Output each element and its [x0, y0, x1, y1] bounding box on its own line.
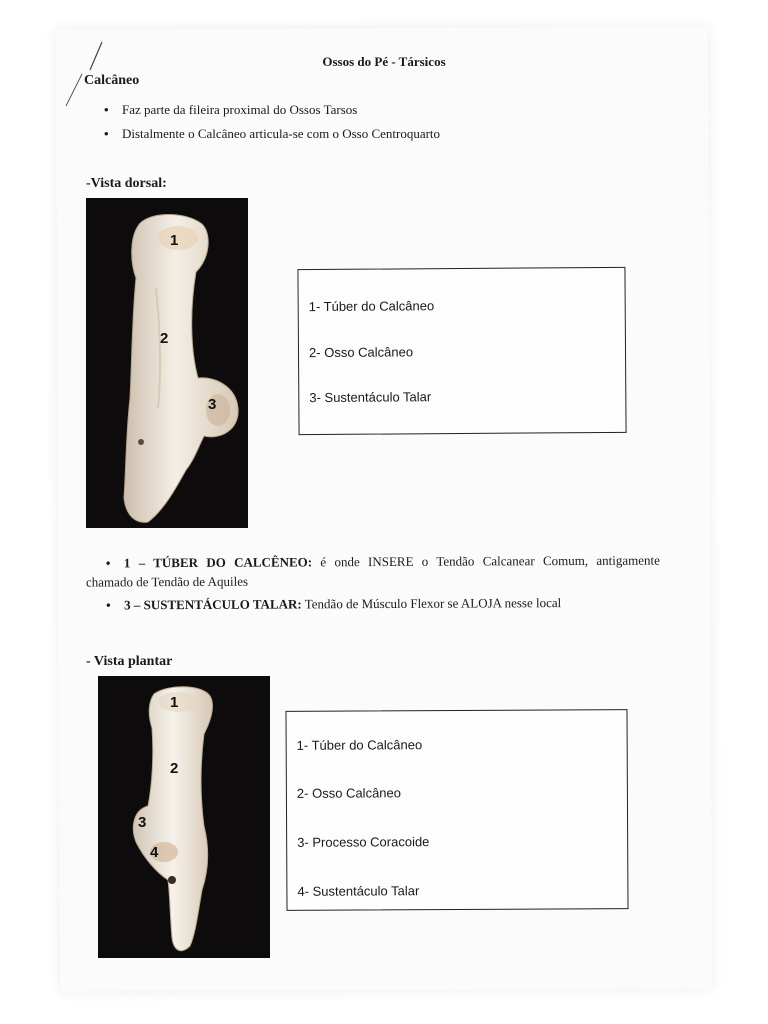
plantar-legend-item-4: 4- Sustentáculo Talar: [297, 883, 420, 899]
description-1-continuation: chamado de Tendão de Aquiles: [85, 573, 249, 590]
plantar-photo-number-2: 2: [170, 760, 179, 777]
photo-number-3: 3: [208, 396, 217, 413]
plantar-photo-number-3: 3: [138, 814, 147, 831]
description-2-text: Tendão de Músculo Flexor se ALOJA nesse local: [301, 595, 562, 612]
dorsal-legend-item-3: 3- Sustentáculo Talar: [309, 389, 432, 406]
intro-bullet-2: • Distalmente o Calcâneo articula-se com o Osso Centroquarto: [104, 126, 440, 142]
dorsal-legend-item-2: 2- Osso Calcâneo: [308, 344, 414, 361]
intro-bullet-1: • Faz parte da fileira proximal do Ossos Tarsos: [104, 102, 440, 118]
intro-bullet-list: [104, 102, 440, 142]
description-1-text: é onde INSERE o Tendão Calcanear Comum, antigamente: [312, 552, 660, 570]
description-2-label: 3 – SUSTENTÁCULO TALAR:: [124, 596, 302, 613]
dorsal-view-photo: [86, 198, 248, 528]
dorsal-legend-box: [297, 267, 626, 435]
description-list: [85, 551, 660, 615]
photo-number-2: 2: [160, 330, 169, 347]
plantar-legend-item-3: 3- Processo Coracoide: [297, 834, 430, 850]
calcaneus-dorsal-image: [86, 198, 248, 528]
description-2: [104, 593, 660, 615]
description-1-label: 1 – TÚBER DO CALCÊNEO:: [123, 554, 313, 571]
plantar-view-heading: - Vista plantar: [86, 654, 173, 669]
plantar-photo-number-1: 1: [170, 694, 179, 711]
dorsal-view-heading: -Vista dorsal:: [86, 176, 167, 191]
plantar-view-photo: [98, 676, 270, 958]
calcaneus-plantar-image: [98, 676, 270, 958]
plantar-legend-box: [285, 709, 628, 911]
dorsal-legend-item-1: 1- Túber do Calcâneo: [308, 298, 435, 315]
plantar-legend-item-1: 1- Túber do Calcâneo: [296, 737, 423, 753]
photo-number-1: 1: [170, 232, 179, 249]
plantar-legend-item-2: 2- Osso Calcâneo: [296, 785, 402, 801]
plantar-photo-number-4: 4: [150, 844, 159, 861]
bone-name-heading: Calcâneo: [84, 73, 140, 88]
page-title: Ossos do Pé - Társicos: [322, 54, 446, 69]
